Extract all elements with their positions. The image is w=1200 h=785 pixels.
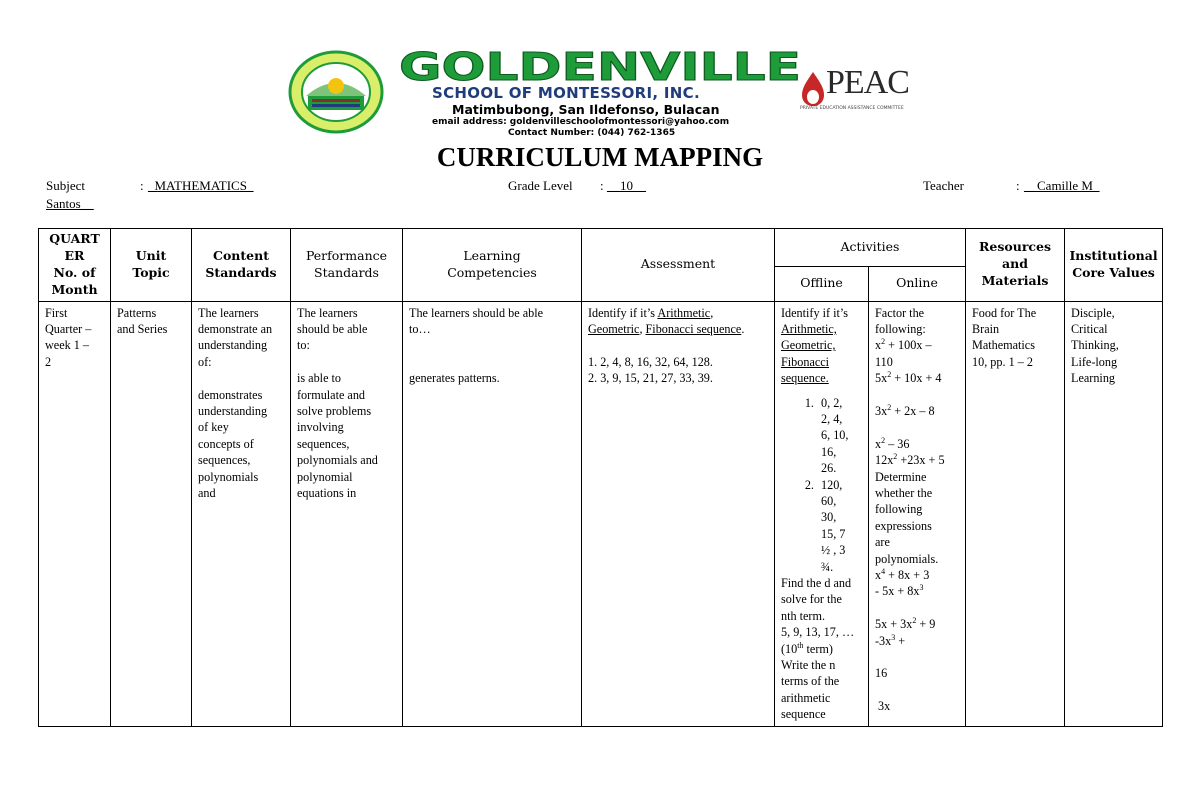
cell-content-standards: The learners demonstrate an understanding of: demonstrates understanding of key concepts of sequences, polynomials and (192, 301, 291, 726)
header-unit-topic: Unit Topic (111, 229, 192, 302)
subject-value: _MATHEMATICS_ (148, 178, 254, 193)
school-address: Matimbubong, San Ildefonso, Bulacan (452, 102, 720, 117)
cell-core-values: Disciple, Critical Thinking, Life-long Learning (1065, 301, 1163, 726)
subject-label: Subject (46, 178, 85, 193)
header-activities: Activities (775, 229, 966, 267)
teacher-value: __Camille M_ (1024, 178, 1100, 193)
curriculum-table (38, 228, 1163, 727)
grade-value: __10__ (607, 178, 646, 193)
peac-flame-icon (800, 70, 826, 108)
header-content-standards: Content Standards (192, 229, 291, 302)
header-core-values: Institutional Core Values (1065, 229, 1163, 302)
cell-quarter: First Quarter – week 1 – 2 (39, 301, 111, 726)
grade-label: Grade Level (508, 178, 573, 193)
subject-separator: : (140, 178, 144, 193)
header-quarter: QUART ER No. of Month (39, 229, 111, 302)
school-name: GOLDENVILLE (399, 46, 801, 88)
header-resources: Resources and Materials (966, 229, 1065, 302)
cell-resources: Food for The Brain Mathematics 10, pp. 1 – 2 (966, 301, 1065, 726)
list-item: 1. 0, 2, 2, 4, 6, 10, 16, 26. (817, 395, 862, 477)
teacher-value-continued: Santos__ (46, 196, 94, 211)
header-online: Online (869, 267, 966, 301)
document-title: CURRICULUM MAPPING (436, 142, 764, 172)
header-learning-competencies: Learning Competencies (403, 229, 582, 302)
list-item: 2. 120, 60, 30, 15, 7 ½ , 3 ¾. (817, 477, 862, 575)
teacher-separator: : (1016, 178, 1020, 193)
school-contact: Contact Number: (044) 762-1365 (508, 128, 676, 138)
school-email: email address: goldenvilleschoolofmontessori@yahoo.com (432, 117, 730, 127)
cell-unit-topic: Patterns and Series (111, 301, 192, 726)
grade-separator: : (600, 178, 604, 193)
header-performance-standards: Performance Standards (291, 229, 403, 302)
cell-assessment: Identify if it’s Arithmetic, Geometric, Fibonacci sequence. 1. 2, 4, 8, 16, 32, 64, 128. 2. 3, 9, 15, 21, 27, 33, 39. (582, 301, 775, 726)
header-assessment: Assessment (582, 229, 775, 302)
school-subtitle: SCHOOL OF MONTESSORI, INC. (432, 84, 700, 102)
cell-online-activities: Factor the following: $x^2 + 100x$ – 110 $5x^2 + 10x + 4$ $3x^2 + 2x - 8$ $x^2 - 36$ $12x^2 +23x + 5$ Determine whether the following expressions are polynomials. $x^4 + 8x + 3$ - $5x + 8x^3$ $5x + 3x^2 + 9$ $-3x^3$ + 16 3x (869, 301, 966, 726)
school-seal-icon (288, 50, 384, 134)
header-offline: Offline (775, 267, 869, 301)
peac-caption: PRIVATE EDUCATION ASSISTANCE COMMITTEE (800, 106, 904, 111)
teacher-label: Teacher (923, 178, 964, 193)
cell-performance-standards: The learners should be able to: is able to formulate and solve problems involving sequences, polynomials and polynomial equations in (291, 301, 403, 726)
cell-learning-competencies: The learners should be able to… generates patterns. (403, 301, 582, 726)
table-row (39, 301, 1163, 726)
cell-offline-activities: Identify if it’s Arithmetic, Geometric, Fibonacci sequence. 1. 0, 2, 2, 4, 6, 10, 16, 26. 2. 120, 60, 30, 15, 7 ½ , 3 ¾. Find the d and solve for the nth term. 5, 9, 13, 17, … (10th term) Write the n terms of the arithmetic sequence (775, 301, 869, 726)
school-name-wordmark (390, 46, 810, 88)
peac-wordmark: PEAC (826, 64, 909, 101)
